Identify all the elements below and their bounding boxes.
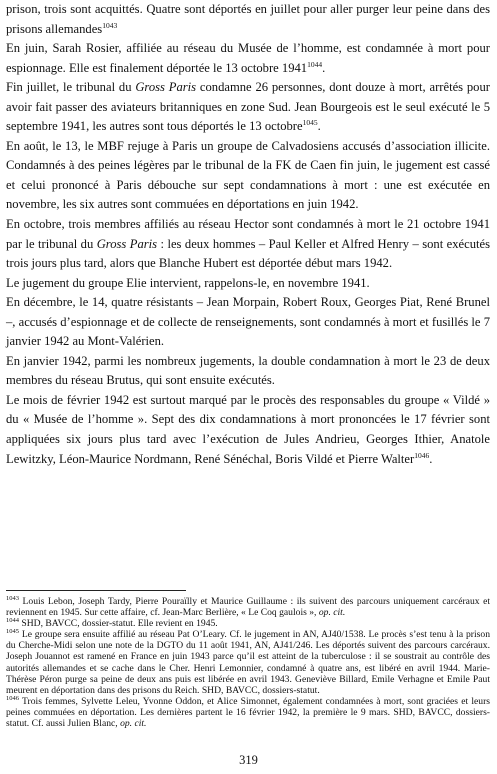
body-text xyxy=(6,0,490,469)
page-number: 319 xyxy=(239,753,258,767)
footnote-number: 1043 xyxy=(6,594,19,602)
paragraph-7 xyxy=(6,293,490,352)
footnote-number: 1046 xyxy=(6,694,19,702)
footnotes xyxy=(6,596,490,729)
paragraph-5 xyxy=(6,215,490,274)
paragraph-text: En octobre, trois membres affiliés au réseau Hector sont condamnés à mort le 21 octobre 1941 par le tribunal du xyxy=(6,217,490,251)
paragraph-text: . xyxy=(317,119,321,134)
paragraph-1 xyxy=(6,0,490,39)
footnote-text: Trois femmes, Sylvette Leleu, Yvonne Oddon, et Alice Simonnet, également condamnées à mort, sont graciées et leurs peines commuées en déportation. Les dernières partent le 16 février 1942, la première le 9 mars. SHD, BAVCC, dossiers-statut. Cf. aussi Julien Blanc, xyxy=(6,695,490,730)
footnote-text: SHD, BAVCC, dossier-statut. Elle revient en 1945. xyxy=(19,618,218,630)
paragraph-text: Le jugement du groupe Elie intervient, rappelons-le, en novembre 1941. xyxy=(6,275,370,290)
footnote-1046 xyxy=(6,696,490,729)
paragraph-3 xyxy=(6,78,490,137)
footnote-number: 1045 xyxy=(6,628,19,636)
paragraph-text: prison, trois sont acquittés. Quatre sont déportés en juillet pour aller purger leur peine dans des prisons allemandes xyxy=(6,2,490,36)
footnote-text: Le groupe sera ensuite affilié au réseau Pat O’Leary. Cf. le jugement in AN, AJ40/1538. Le procès s’est tenu à la prison du Cherche-Midi selon une note de la DGTO du 11 août 1941, AN, AJ41/246. Les déportés suivent des parcours carcéraux. Joseph Jouannot est ramené en France en juin 1943 parce qu’il est atteint de la tuberculose : il se soustrait au contrôle des autorités allemandes et se cache dans le Cher. Henri Lemonnier, condamné à quatre ans, est libéré en avril 1944. Marie-Thérèse Péron purge sa peine de deux ans puis est libérée en avril 1943. Geneviève Billard, Emile Verhagne et Emile Paut meurent en déportation dans des prisons du Reich. SHD, BAVCC, dossiers-statut. xyxy=(6,629,490,696)
paragraph-text: condamne 26 personnes, dont douze à mort, arrêtés pour avoir fait passer des aviateurs britanniques en zone Sud. Jean Bourgeois est le seul exécuté le 5 septembre 1941, les autres sont tous déportés le 13 octobre xyxy=(6,80,490,134)
footnote-ref-1046[interactable]: 1046 xyxy=(414,450,430,460)
footnote-ref-1045[interactable]: 1045 xyxy=(302,118,318,128)
footnote-ref-1044[interactable]: 1044 xyxy=(307,59,323,69)
footnote-1045 xyxy=(6,629,490,696)
paragraph-text: En juin, Sarah Rosier, affiliée au réseau du Musée de l’homme, est condamnée à mort pour espionnage. Elle est finalement déportée le 13 octobre 1941 xyxy=(6,41,490,75)
italic-text: op. cit. xyxy=(318,607,346,619)
paragraph-text: En décembre, le 14, quatre résistants – Jean Morpain, Robert Roux, Georges Piat, René Brunel –, accusés d’espionnage et de collecte de renseignements, sont condamnés à mort et fusillés le 7 janvier 1942 au Mont-Valérien. xyxy=(6,295,490,349)
paragraph-text: Fin juillet, le tribunal du xyxy=(6,80,136,95)
italic-text: op. cit. xyxy=(120,718,147,730)
paragraph-text: Le mois de février 1942 est surtout marqué par le procès des responsables du groupe « Vildé » du « Musée de l’homme ». Sept des dix condamnations à mort prononcées le 17 février sont appliquées six jours plus tard avec l’exécution de Jules Andrieu, Georges Ithier, Anatole Lewitzky, Léon-Maurice Nordmann, René Sénéchal, Boris Vildé et Pierre Walter xyxy=(6,392,490,466)
footnote-text: Louis Lebon, Joseph Tardy, Pierre Pouraïlly et Maurice Guillaume : ils suivent des parcours uniquement carcéraux et reviennent en 1945. Sur cette affaire, cf. Jean-Marc Berlière, « Le Coq gaulois », xyxy=(6,596,490,619)
italic-text: Gross Paris xyxy=(135,80,197,95)
paragraph-6 xyxy=(6,274,490,294)
footnote-separator xyxy=(6,590,186,591)
paragraph-4 xyxy=(6,137,490,215)
paragraph-text: . xyxy=(322,60,326,75)
paragraph-text: En août, le 13, le MBF rejuge à Paris un groupe de Calvadosiens accusés d’association illicite. Condamnés à des peines légères par le tribunal de la FK de Caen fin juin, le jugement est cassé et celui prononcé à Paris débouche sur sept condamnations à mort : une est exécutée en novembre, les six autres sont commuées en déportations en juin 1942. xyxy=(6,138,490,212)
paragraph-text: . xyxy=(429,451,433,466)
paragraph-8 xyxy=(6,352,490,391)
paragraph-text: : les deux hommes – Paul Keller et Alfred Henry – sont exécutés trois jours plus tard, alors que Blanche Hubert est déportée début mars 1942. xyxy=(6,236,490,271)
footnote-number: 1044 xyxy=(6,617,19,624)
paragraph-text: En janvier 1942, parmi les nombreux jugements, la double condamnation à mort le 23 de deux membres du réseau Brutus, qui sont ensuite exécutés. xyxy=(6,353,490,388)
paragraph-2 xyxy=(6,39,490,78)
footnote-ref-1043[interactable]: 1043 xyxy=(102,20,118,30)
italic-text: Gross Paris xyxy=(96,236,158,251)
paragraph-9 xyxy=(6,391,490,469)
footnote-1044 xyxy=(6,618,490,629)
footnote-1043 xyxy=(6,596,490,618)
